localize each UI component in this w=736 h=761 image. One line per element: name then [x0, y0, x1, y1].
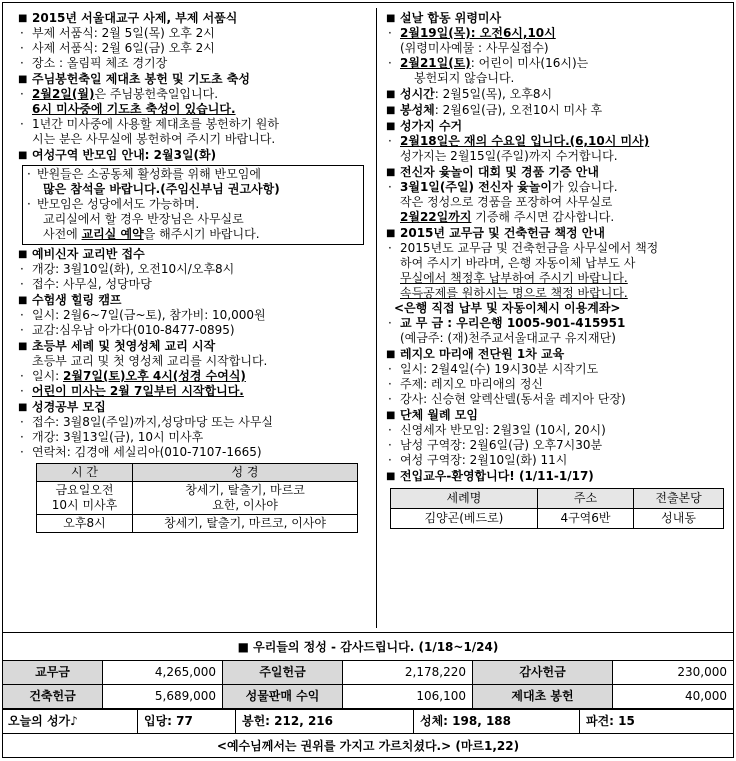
- cell-time: 10시 미사후: [51, 498, 118, 512]
- text-line: 연락처: 김경애 세실리아(010-7107-1665): [32, 445, 262, 459]
- header-name: 세례명: [391, 489, 538, 509]
- section-title: ■ 수험생 힐링 캠프: [18, 293, 364, 308]
- text-line: 주제: 레지오 마리애의 정신: [400, 377, 543, 391]
- hymn-entry: 입당: 77: [138, 710, 236, 733]
- cell-name: 김양곤(베드로): [391, 509, 538, 529]
- newcomer-table: [390, 488, 724, 529]
- header-book: 성 경: [133, 464, 358, 482]
- text-line: 기증해 주시면 감사합니다.: [471, 210, 615, 224]
- text-line: 속득공제를 원하시는 명으로 책정 바랍니다.: [400, 286, 628, 300]
- finance-label: 주일헌금: [223, 661, 343, 685]
- text-line: : 어린이 미사(16시)는: [470, 56, 589, 70]
- section-title: ■ 성경공부 모집: [18, 400, 364, 415]
- text-line: 무실에서 책정후 납부하여 주시기 바랍니다.: [400, 271, 628, 285]
- section-title: ■ 2015년 교무금 및 건축헌금 책정 안내: [386, 226, 726, 241]
- left-column: [18, 10, 364, 533]
- text-line: 여성 구역장: 2월10일(화) 11시: [400, 453, 568, 467]
- text-line: 사제 서품식: 2월 6일(금) 오후 2시: [32, 41, 215, 55]
- text-line: 하여 주시기 바라며, 은행 자동이체 납부도 사: [400, 256, 636, 270]
- table-row: [3, 661, 734, 685]
- text-line: 교리실에서 할 경우 반장님은 사무실로: [43, 212, 244, 226]
- finance-value: 106,100: [343, 685, 473, 709]
- cell-book: 창세기, 탈출기, 마르코, 이사야: [133, 515, 358, 533]
- section-women-meeting: [18, 148, 364, 245]
- text-line: 일시:: [32, 369, 64, 383]
- text-line: (위령미사예물 : 사무실접수): [400, 41, 549, 55]
- text-line: 접수: 3월8일(주일)까지,성당마당 또는 사무실: [32, 415, 273, 429]
- text-line: 남성 구역장: 2월6일(금) 오후7시30분: [400, 438, 603, 452]
- section-monthly-meetings: ■ 단체 월례 모임 · 신영세자 반모임: 2월3일 (10시, 20시) · 남성 구역장: 2월6일(금) 오후7시30분 · 여성 구역장: 2월10일(화) 11시: [386, 408, 726, 468]
- cell-book: 창세기, 탈출기, 마르코: [185, 483, 305, 497]
- hymn-label: 오늘의 성가♪: [2, 710, 138, 733]
- section-title: ■ 주님봉헌축일 제대초 봉헌 및 기도초 축성: [18, 72, 364, 87]
- text-line: 일시: 2월6~7일(금~토), 참가비: 10,000원: [32, 308, 266, 322]
- text-emphasis: 2월22일까지: [400, 210, 472, 224]
- section-dues: ■ 2015년 교무금 및 건축헌금 책정 안내 · 2015년도 교무금 및 건축헌금을 사무실에서 책정 하여 주시기 바라며, 은행 자동이체 납부도 사 무실에서 책정후 납부하여 주시기 바랍니다. 속득공제를 원하시는 명으로 책정 바랍니다. <은행 직접 납부 및 자동이체시 이용계좌> · 교 무 금 : 우리은행 1005-901-415951 (예금주: (재)천주교서울대교구 유지재단): [386, 226, 726, 346]
- text-line: 장소 : 올림픽 체조 경기장: [32, 56, 168, 70]
- section-bible-study: ■ 성경공부 모집 · 접수: 3월8일(주일)까지,성당마당 또는 사무실 · 개강: 3월13일(금), 10시 미사후 · 연락처: 김경애 세실리아(010-7107-1665) 시 간 성 경 금요일오전 10시 미사후 창세기, 탈출기, 마르코 요한, 이사야 오후8시 창세기, 탈출기, 마르코, 이사야: [18, 400, 364, 533]
- text-line: 초등부 교리 및 첫 영성체 교리를 시작합니다.: [32, 354, 268, 368]
- hymn-offertory: 봉헌: 212, 216: [236, 710, 414, 733]
- finance-label: 건축헌금: [3, 685, 103, 709]
- section-candle: ■ 주님봉헌축일 제대초 봉헌 및 기도초 축성 · 2월2일(월)은 주님봉헌축일입니다. 6시 미사중에 기도초 축성이 있습니다. · 1년간 미사중에 사용할 제대초를 봉헌하기 원하 시는 분은 사무실에 봉헌하여 주시기 바랍니다.: [18, 72, 364, 147]
- bible-schedule-table: [36, 463, 358, 533]
- section-title: ■ 설날 합동 위령미사: [386, 11, 726, 26]
- text-line: 부제 서품식: 2월 5일(목) 오후 2시: [32, 26, 215, 40]
- text-emphasis: 2월7일(토)오후 4시(성경 수여식): [63, 369, 246, 383]
- section-catechumen: ■ 예비신자 교리반 접수 · 개강: 3월10일(화), 오전10시/오후8시 · 접수: 사무실, 성당마당: [18, 247, 364, 292]
- text-line: 반모임은 성당에서도 가능하며.: [37, 197, 200, 211]
- text-emphasis: 어린이 미사는 2월 7일부터 시작합니다.: [32, 384, 244, 398]
- text-line: 2015년도 교무금 및 건축헌금을 사무실에서 책정: [400, 241, 659, 255]
- section-title: ■ 레지오 마리애 전단원 1차 교육: [386, 347, 726, 362]
- section-label: 봉성체: [400, 103, 435, 117]
- text-line: : 2월5일(목), 오후8시: [434, 87, 553, 101]
- section-healing-camp: ■ 수험생 힐링 캠프 · 일시: 2월6~7일(금~토), 참가비: 10,000원 · 교감:심우남 아가다(010-8477-0895): [18, 293, 364, 338]
- offering-summary: [2, 632, 734, 759]
- header-time: 시 간: [37, 464, 133, 482]
- text-line: 1년간 미사중에 사용할 제대초를 봉헌하기 원하: [32, 117, 279, 131]
- thanks-title: ■ 우리들의 정성 - 감사드립니다. (1/18~1/24): [2, 632, 734, 660]
- section-holy-hour: [386, 87, 726, 102]
- text-line: : 2월6일(금), 오전10시 미사 후: [434, 103, 603, 117]
- column-divider: [376, 8, 377, 628]
- text-line: 많은 참석을 바랍니다.(주임신부님 권고사항): [43, 182, 280, 196]
- table-row: [391, 509, 724, 529]
- text-line: 은 주님봉헌축일입니다.: [94, 87, 219, 101]
- text-line: 접수: 사무실, 성당마당: [32, 277, 152, 291]
- finance-value: 230,000: [613, 661, 734, 685]
- finance-label: 교무금: [3, 661, 103, 685]
- cell-time: 오후8시: [37, 515, 133, 533]
- hymn-communion: 성체: 198, 188: [414, 710, 580, 733]
- text-line: 가 있습니다.: [551, 180, 618, 194]
- cell-address: 4구역6반: [537, 509, 633, 529]
- text-line: 봉헌되지 않습니다.: [414, 71, 515, 85]
- header-address: 주소: [537, 489, 633, 509]
- bank-account: 교 무 금 : 우리은행 1005-901-415951: [400, 316, 626, 330]
- cell-from-parish: 성내동: [634, 509, 724, 529]
- table-row: [3, 685, 734, 709]
- finance-value: 2,178,220: [343, 661, 473, 685]
- section-children-catechism: ■ 초등부 세례 및 첫영성체 교리 시작 초등부 교리 및 첫 영성체 교리를 시작합니다. · 일시: 2월7일(토)오후 4시(성경 수여식) · 어린이 미사는 2월 7일부터 시작합니다.: [18, 339, 364, 399]
- text-emphasis: 2월19일(목): 오전6시,10시: [400, 26, 556, 40]
- cell-book: 요한, 이사야: [212, 498, 278, 512]
- finance-table: [2, 660, 734, 709]
- text-emphasis: 3월1일(주일) 전신자 윷놀이: [400, 180, 552, 194]
- right-column: [386, 10, 726, 529]
- finance-value: 5,689,000: [103, 685, 223, 709]
- finance-value: 4,265,000: [103, 661, 223, 685]
- section-memorial-mass: ■ 설날 합동 위령미사 · 2월19일(목): 오전6시,10시 (위령미사예물 : 사무실접수) · 2월21일(토): 어린이 미사(16시)는 봉헌되지 않습니다.: [386, 11, 726, 86]
- section-legio: ■ 레지오 마리애 전단원 1차 교육 · 일시: 2월4일(수) 19시30분 시작기도 · 주제: 레지오 마리애의 정신 · 강사: 신승현 알렉산델(동서울 레지아 단장): [386, 347, 726, 407]
- text-line: 교감:심우남 아가다(010-8477-0895): [32, 323, 235, 337]
- finance-label: 제대초 봉헌: [473, 685, 613, 709]
- text-line: 작은 정성으로 경품을 포장하여 사무실로: [400, 195, 613, 209]
- section-communion-visit: [386, 103, 726, 118]
- finance-value: 40,000: [613, 685, 734, 709]
- table-row: [37, 482, 358, 515]
- section-title: ■ 전신자 윷놀이 대회 및 경품 기증 안내: [386, 165, 726, 180]
- scripture-verse: <예수님께서는 권위를 가지고 가르치셨다.> (마르1,22): [2, 733, 734, 759]
- section-title: ■ 초등부 세례 및 첫영성체 교리 시작: [18, 339, 364, 354]
- section-title: ■ 성가지 수거: [386, 119, 726, 134]
- section-title: ■ 예비신자 교리반 접수: [18, 247, 364, 262]
- text-date: 2월21일(토): [400, 56, 471, 70]
- text-line: 신영세자 반모임: 2월3일 (10시, 20시): [400, 423, 606, 437]
- section-ordination: ■ 2015년 서울대교구 사제, 부제 서품식 · 부제 서품식: 2월 5일(목) 오후 2시 · 사제 서품식: 2월 6일(금) 오후 2시 · 장소 : 올림픽 체조 경기장: [18, 11, 364, 71]
- text-line: 반원들은 소공동체 활성화를 위해 반모임에: [37, 167, 261, 181]
- text-line: 시는 분은 사무실에 봉헌하여 주시기 바랍니다.: [32, 132, 276, 146]
- text-line: 6시 미사중에 기도초 축성이 있습니다.: [32, 102, 236, 116]
- section-title: ■ 전입교우-환영합니다! (1/11-1/17): [386, 469, 726, 484]
- text-emphasis: 2월18일은 재의 수요일 입니다.(6,10시 미사): [400, 134, 650, 148]
- section-yut-game: ■ 전신자 윷놀이 대회 및 경품 기증 안내 · 3월1일(주일) 전신자 윷놀이가 있습니다. 작은 정성으로 경품을 포장하여 사무실로 2월22일까지 기증해 주시면 감사합니다.: [386, 165, 726, 225]
- finance-label: 감사헌금: [473, 661, 613, 685]
- section-title: ■ 2015년 서울대교구 사제, 부제 서품식: [18, 11, 364, 26]
- section-palm-collection: ■ 성가지 수거 · 2월18일은 재의 수요일 입니다.(6,10시 미사) 성가지는 2월15일(주일)까지 수거합니다.: [386, 119, 726, 164]
- section-label: 성시간: [400, 87, 435, 101]
- notice-box: · 반원들은 소공동체 활성화를 위해 반모임에 많은 참석을 바랍니다.(주임신부님 권고사항) · 반모임은 성당에서도 가능하며. 교리실에서 할 경우 반장님은 사무실로 사전에 교리실 예약을 해주시기 바랍니다.: [22, 165, 364, 245]
- text-line: 강사: 신승현 알렉산델(동서울 레지아 단장): [400, 392, 626, 406]
- table-header-row: [37, 464, 358, 482]
- text-line: 일시: 2월4일(수) 19시30분 시작기도: [400, 362, 599, 376]
- finance-label: 성물판매 수익: [223, 685, 343, 709]
- text-line: 을 해주시기 바랍니다.: [143, 227, 260, 241]
- bank-holder: (예금주: (재)천주교서울대교구 유지재단): [400, 331, 616, 345]
- hymn-stats: [2, 709, 734, 733]
- table-header-row: [391, 489, 724, 509]
- header-from-parish: 전출본당: [634, 489, 724, 509]
- text-emphasis: 교리실 예약: [81, 227, 144, 241]
- table-row: [37, 515, 358, 533]
- section-title: ■ 단체 월례 모임: [386, 408, 726, 423]
- section-title: ■ 여성구역 반모임 안내: 2월3일(화): [18, 148, 364, 163]
- text-line: 사전에: [43, 227, 82, 241]
- section-newcomers: [386, 469, 726, 529]
- hymn-dismissal: 파견: 15: [586, 714, 635, 728]
- cell-time: 금요일오전: [55, 483, 114, 497]
- text-line: 개강: 3월10일(화), 오전10시/오후8시: [32, 262, 235, 276]
- bank-title: <은행 직접 납부 및 자동이체시 이용계좌>: [394, 301, 621, 315]
- text-line: 성가지는 2월15일(주일)까지 수거합니다.: [400, 149, 618, 163]
- text-date: 2월2일(월): [32, 87, 95, 101]
- text-line: 개강: 3월13일(금), 10시 미사후: [32, 430, 204, 444]
